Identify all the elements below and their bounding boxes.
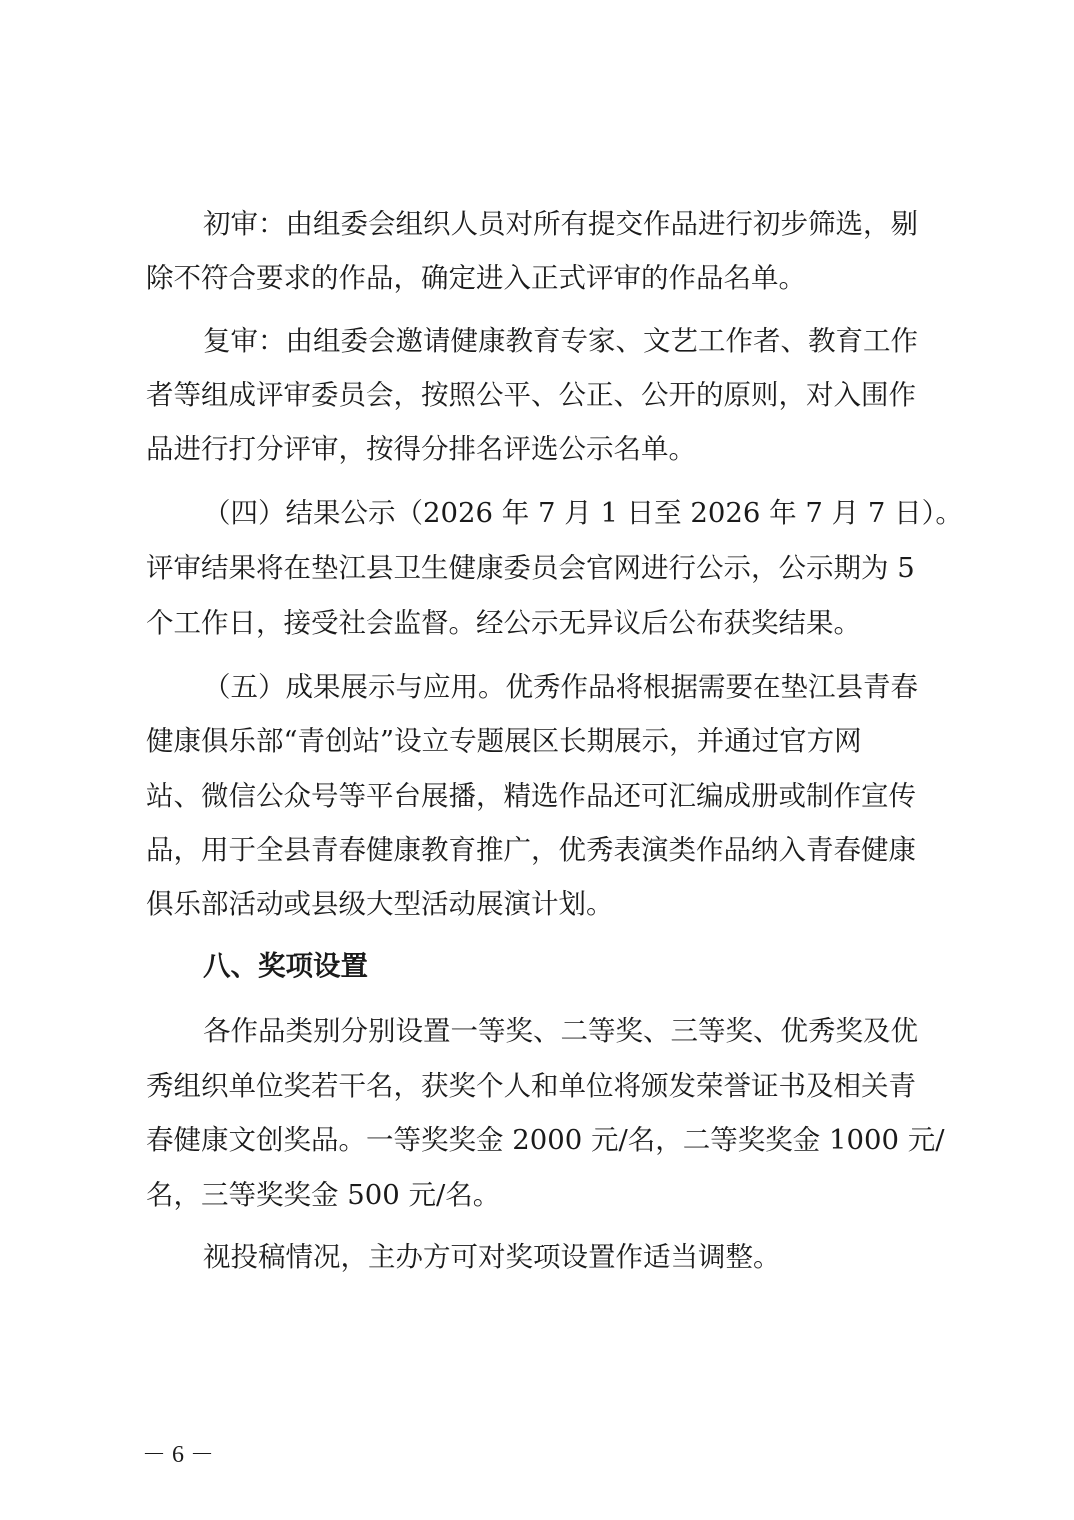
- text-line: 初审：由组委会组织人员对所有提交作品进行初步筛选，剔: [203, 208, 918, 240]
- text-line: 俱乐部活动或县级大型活动展演计划。: [146, 888, 614, 920]
- text-line: 春健康文创奖品。一等奖奖金 2000 元/名，二等奖奖金 1000 元/: [146, 1124, 945, 1156]
- section-heading-results: （四）结果公示（2026 年 7 月 1 日至 2026 年 7 月 7 日）。: [203, 497, 963, 529]
- section-heading-awards: 八、奖项设置: [203, 950, 368, 982]
- text-line: [203, 667, 918, 707]
- text-line: 健康俱乐部“青创站”设立专题展区长期展示，并通过官方网: [146, 725, 862, 757]
- text-line: 品进行打分评审，按得分排名评选公示名单。: [146, 433, 696, 465]
- text-line: 名，三等奖奖金 500 元/名。: [146, 1179, 501, 1211]
- text-line: 视投稿情况，主办方可对奖项设置作适当调整。: [203, 1241, 781, 1273]
- text-line: 站、微信公众号等平台展播，精选作品还可汇编成册或制作宣传: [146, 780, 916, 812]
- text-line: 评审结果将在垫江县卫生健康委员会官网进行公示，公示期为 5: [146, 552, 915, 584]
- text-line: 各作品类别分别设置一等奖、二等奖、三等奖、优秀奖及优: [203, 1015, 918, 1047]
- text-run: 优秀作品将根据需要在垫江县青春: [505, 671, 918, 703]
- text-line: 个工作日，接受社会监督。经公示无异议后公布获奖结果。: [146, 607, 861, 639]
- text-line: 品，用于全县青春健康教育推广，优秀表演类作品纳入青春健康: [146, 834, 916, 866]
- section-heading-showcase: （五）成果展示与应用。: [203, 671, 506, 703]
- text-line: 秀组织单位奖若干名，获奖个人和单位将颁发荣誉证书及相关青: [146, 1070, 916, 1102]
- text-line: 者等组成评审委员会，按照公平、公正、公开的原则，对入围作: [146, 379, 916, 411]
- page-number: － 6 －: [142, 1442, 214, 1468]
- text-line: 复审：由组委会邀请健康教育专家、文艺工作者、教育工作: [203, 325, 918, 357]
- text-line: 除不符合要求的作品，确定进入正式评审的作品名单。: [146, 262, 806, 294]
